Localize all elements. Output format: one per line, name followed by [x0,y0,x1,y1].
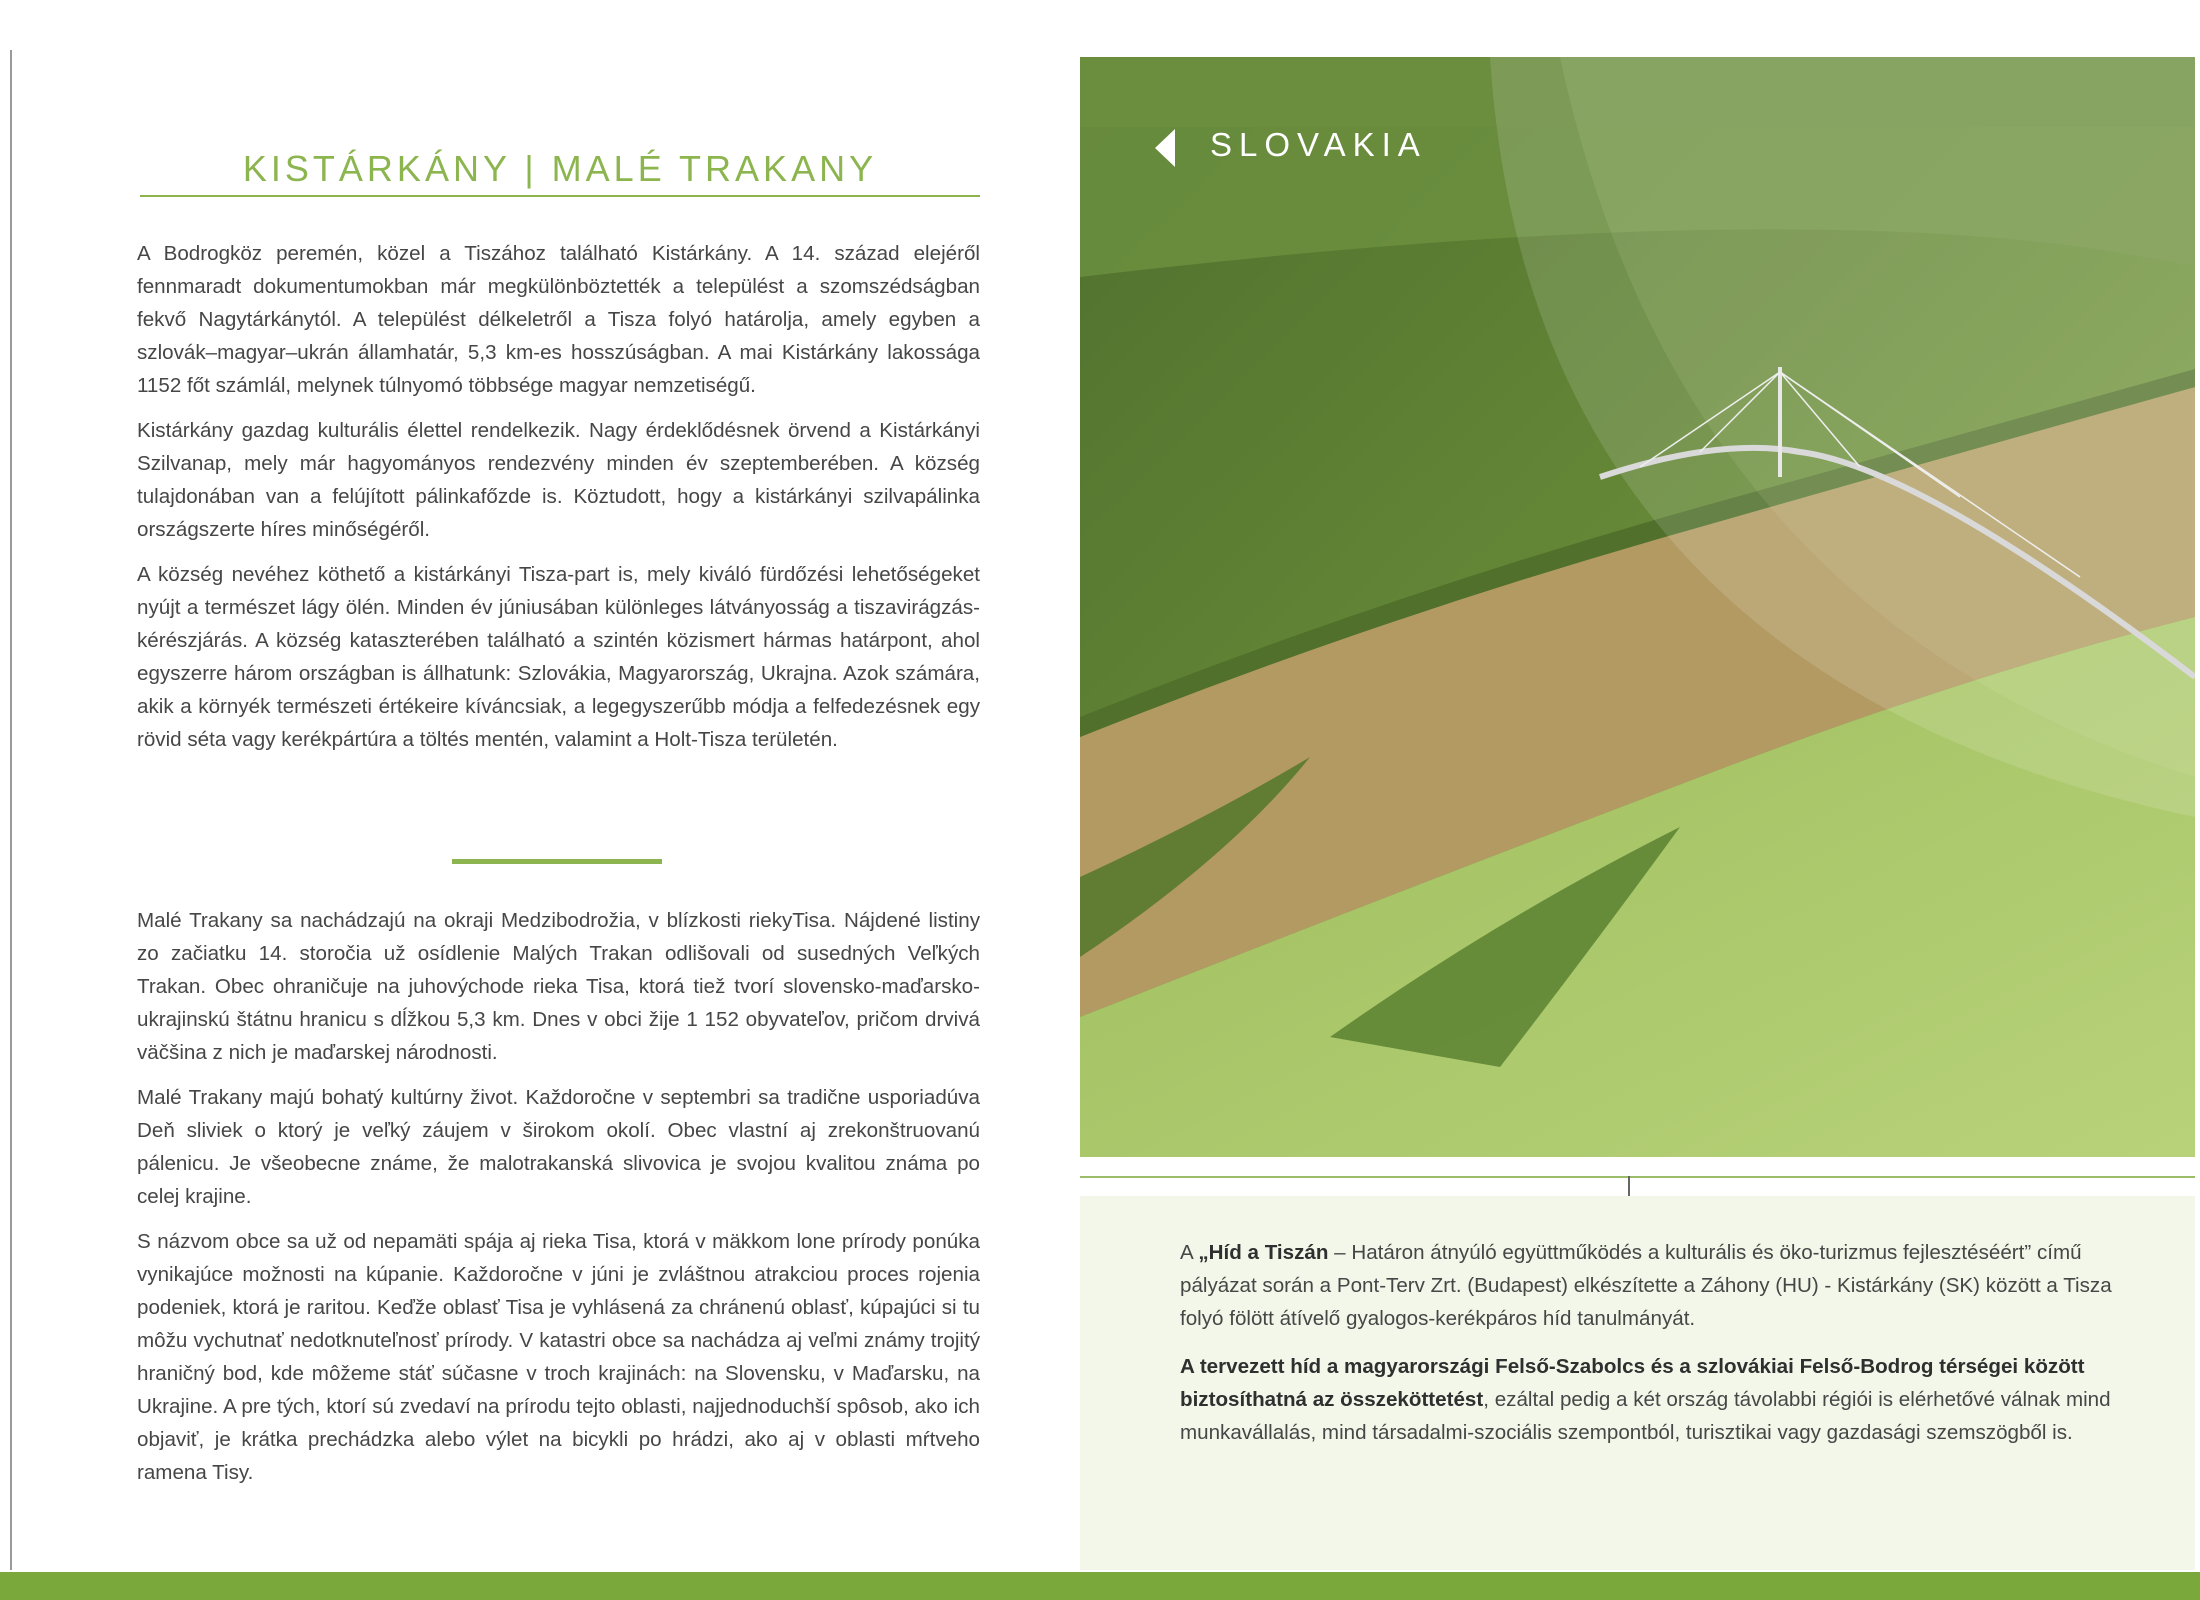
aerial-illustration [1080,57,2195,1157]
caption-1-text: – Határon átnyúló együttműködés a kulturális és öko-turizmus fejlesztéséért” című pályázat során a Pont-Terv Zrt. (Budapest) elkészítette a Záhony (HU) - Kistárkány (SK) között a Tisza folyó fölött átívelő gyalogos-kerékpáros híd tanulmányát. [1180,1241,2112,1330]
caption-1-bold: „Híd a Tiszán [1198,1241,1329,1264]
hu-paragraph: A község nevéhez köthető a kistárkányi Tisza-part is, mely kiváló fürdőzési lehetőségeket nyújt a természet lágy ölén. Minden év júniusában különleges látványosság a tiszavirágzás-kérészjárás. A község kataszterében található a szintén közismert hármas határpont, ahol egyszerre három országban is állhatunk: Szlovákia, Magyarország, Ukrajna. Azok számára, akik a környék természeti értékeire kíváncsiak, a legegyszerűbb módja a felfedezésnek egy rövid séta vagy kerékpártúra a töltés mentén, valamint a Holt-Tisza területén. [137,563,980,751]
section-label: SLOVAKIA [1210,126,1427,163]
hu-paragraph: A Bodrogköz peremén, közel a Tiszához található Kistárkány. A 14. század elejéről fennmaradt dokumentumokban már megkülönböztették a települést a szomszédságban fekvő Nagytárkánytól. A települést délkeletről a Tisza folyó határolja, amely egyben a szlovák–magyar–ukrán államhatár, 5,3 km-es hosszúságban. A mai Kistárkány lakossága 1152 főt számlál, melynek túlnyomó többsége magyar nemzetiségű. [137,242,980,397]
caption-1-prefix: A [1180,1241,1199,1264]
bottom-green-band [0,1572,2200,1600]
slovak-text [137,904,980,1501]
sk-paragraph: Malé Trakany sa nachádzajú na okraji Medzibodrožia, v blízkosti riekyTisa. Nájdené listiny zo začiatku 14. storočia už osídlenie Malých Trakan odlišovali od susedných Veľkých Trakan. Obec ohraničuje na juhovýchode rieka Tisa, ktorá tiež tvorí slovensko-maďarsko-ukrajinskú štátnu hranicu s dĺžkou 5,3 km. Dnes v obci žije 1 152 obyvateľov, pričom drvivá väčšina z nich je maďarskej národnosti. [137,909,980,1064]
caption-2-text: , ezáltal pedig a két ország távolabbi régiói is elérhetővé válnak mind munkavállalás, mind társadalmi-szociális szempontból, turisztikai vagy gazdasági szemszögből is. [1180,1388,2111,1444]
section-divider [452,859,662,864]
caption-paragraph-1 [1180,1236,2120,1335]
page-edge-line [10,50,12,1570]
caption-2-bold: A tervezett híd a magyarországi Felső-Szabolcs és a szlovákiai Felső-Bodrog térségei között biztosíthatná az összeköttetést [1180,1355,2085,1411]
caption-paragraph-2 [1180,1350,2120,1449]
title-divider [140,195,980,197]
arrow-left-icon [1155,129,1177,167]
hu-paragraph: Kistárkány gazdag kulturális élettel rendelkezik. Nagy érdeklődésnek örvend a Kistárkányi Szilvanap, mely már hagyományos rendezvény minden év szeptemberében. A község tulajdonában van a felújított pálinkafőzde is. Köztudott, hogy a kistárkányi szilvapálinka országszerte híres minőségéről. [137,419,980,541]
sk-paragraph: S názvom obce sa už od nepamäti spája aj rieka Tisa, ktorá v mäkkom lone prírody ponúka vynikajúce možnosti na kúpanie. Každoročne v júni je zvláštnou atrakciou proces rojenia podeniek, ktorá je raritou. Keďže oblasť Tisa je vyhlásená za chránenú oblasť, kúpajúci si tu môžu vychutnať nedotknuteľnosť prírody. V katastri obce sa nachádza aj veľmi známy trojitý hraničný bod, kde môžeme stáť súčasne v troch krajinách: na Slovensku, v Maďarsku, na Ukrajine. A pre tých, ktorí sú zvedaví na prírodu tejto oblasti, najjednoduchší spôsob, ako ich objaviť, je krátka prechádzka alebo výlet na bicykli po hrádzi, ako aj v oblasti mŕtveho ramena Tisy. [137,1230,980,1484]
hungarian-text [137,237,980,768]
sk-paragraph: Malé Trakany majú bohatý kultúrny život. Každoročne v septembri sa tradične usporiadúva Deň sliviek o ktorý je veľký záujem v širokom okolí. Obec vlastní aj zrekonštruovanú pálenicu. Je všeobecne známe, že malotrakanská slivovica je svojou kvalitou známa po celej krajine. [137,1086,980,1208]
page-title: KISTÁRKÁNY | MALÉ TRAKANY [242,148,878,190]
aerial-bridge-photo [1080,57,2195,1157]
caption-divider [1080,1176,2195,1178]
